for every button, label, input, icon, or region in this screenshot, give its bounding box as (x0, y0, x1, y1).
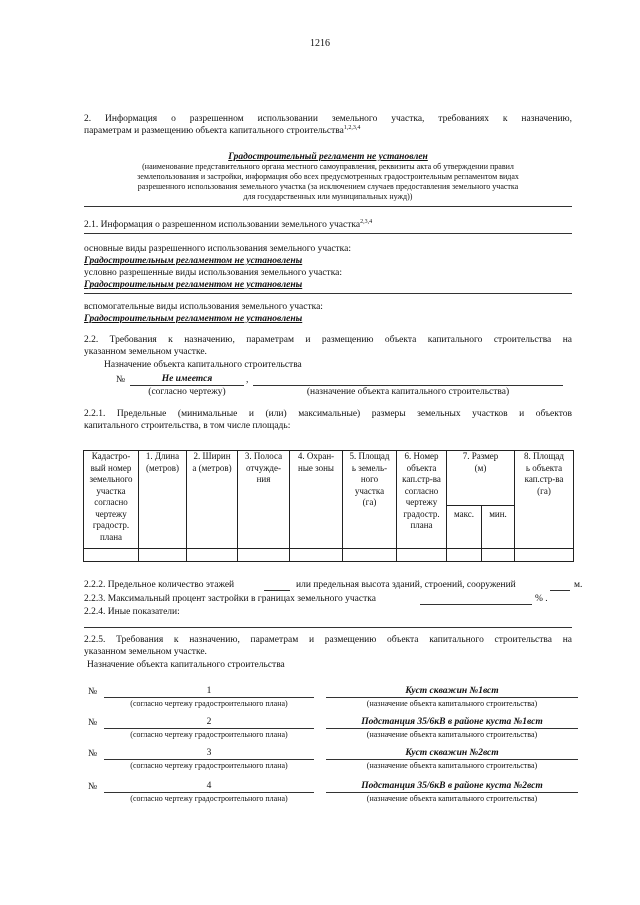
entry-number: 1 (206, 686, 212, 696)
section221-line2: капитального строительства, в том числе площадь: (84, 421, 291, 431)
table-header-protected-zones: 4. Охран- ные зоны (290, 451, 343, 549)
entry-caption-purpose: (назначение объекта капитального строительства) (366, 794, 538, 803)
fill-line (104, 792, 314, 793)
section2-line2: параметрам и размещению объекта капитального строительства$^{1,2,3,4}$ (84, 124, 361, 136)
fill-line (550, 590, 570, 591)
entry-purpose: Подстанция 35/6кВ в районе куста №2вст (361, 781, 543, 791)
table-header-max: макс. (447, 506, 482, 549)
table-header-size: 7. Размер (м) (447, 451, 515, 506)
entry-caption-drawing: (согласно чертежу градостроительного плана) (130, 761, 288, 770)
main-uses-label: основные виды разрешенного использования земельного участка: (84, 244, 352, 254)
main-uses-value: Градостроительным регламентом не установлены (84, 256, 303, 266)
section222-part1: 2.2.2. Предельное количество этажей (84, 580, 235, 590)
entry-caption-drawing: (согласно чертежу градостроительного плана) (130, 699, 288, 708)
regulation-title: Градостроительный регламент не установлен (228, 152, 428, 162)
auxiliary-uses-label: вспомогательные виды использования земельного участка: (84, 302, 323, 312)
fill-line (264, 590, 290, 591)
regulation-note-line: для государственных или муниципальных нужд)) (243, 192, 413, 201)
fill-line (104, 697, 314, 698)
footnote-marker: 1,2,3,4 (343, 124, 361, 131)
section223-unit: % . (535, 594, 548, 604)
entry-caption-drawing: (согласно чертежу градостроительного плана) (130, 794, 288, 803)
table-cell (447, 549, 482, 562)
comma: , (246, 375, 249, 385)
fill-line (420, 604, 532, 605)
section2-line1: 2. Информация о разрешенном использовании земельного участка, требованиях к назначению, (84, 114, 572, 124)
regulation-note-line: разрешенного использования земельного участка (за исключением случаев предоставления земельного участка (137, 182, 519, 191)
entry-number-sign: № (88, 782, 98, 792)
table-header-object-area: 8. Площад ь объекта кап.стр-ва (га) (515, 451, 574, 549)
divider (84, 627, 572, 628)
auxiliary-uses-value: Градостроительным регламентом не установлены (84, 314, 303, 324)
table-cell (187, 549, 238, 562)
section21-title: 2.1. Информация о разрешенном использовании земельного участка$^{2,3,4}$ (84, 218, 373, 230)
table-header-alienation-strip: 3. Полоса отчужде- ния (238, 451, 290, 549)
entry-number: 2 (206, 717, 212, 727)
entry-number: 4 (206, 781, 212, 791)
table-header-length: 1. Длина (метров) (139, 451, 187, 549)
table-header-land-area: 5. Площад ь земель- ного участка (га) (343, 451, 397, 549)
section22-line2: указанном земельном участке. (84, 347, 207, 357)
entry-purpose: Куст скважин №1вст (405, 686, 499, 696)
caption-drawing: (согласно чертежу) (148, 387, 226, 397)
fill-line (104, 759, 314, 760)
table-cell (139, 549, 187, 562)
entry-number-sign: № (88, 718, 98, 728)
section225-line3: Назначение объекта капитального строительства (87, 660, 285, 670)
divider (84, 206, 572, 207)
table-header-min: мин. (482, 506, 515, 549)
section225-line2: указанном земельном участке. (84, 647, 207, 657)
fill-line (326, 697, 578, 698)
section223-label: 2.2.3. Максимальный процент застройки в границах земельного участка (84, 594, 376, 604)
table-cell (482, 549, 515, 562)
regulation-note-line: (наименование представительного органа местного самоуправления, реквизиты акта об утверждении правил (142, 162, 514, 171)
entry-number-sign: № (88, 749, 98, 759)
fill-line (326, 728, 578, 729)
table-cell (343, 549, 397, 562)
table-cell (515, 549, 574, 562)
entry-purpose: Подстанция 35/6кВ в районе куста №1вст (361, 717, 543, 727)
regulation-note-line: землепользования и застройки, информация обо всех предусмотренных градостроительным регламентом видах (137, 172, 519, 181)
section222-unit: м. (574, 580, 583, 590)
divider (84, 293, 572, 294)
entry-purpose: Куст скважин №2вст (405, 748, 499, 758)
section222-part2: или предельная высота зданий, строений, сооружений (296, 580, 516, 590)
section221-line1: 2.2.1. Предельные (минимальные и (или) максимальные) размеры земельных участков и объектов (84, 409, 572, 419)
caption-purpose: (назначение объекта капитального строительства) (306, 387, 510, 397)
table-header-cadastral: Кадастро- вый номер земельного участка согласно чертежу градостр. плана (84, 451, 139, 549)
table-cell (238, 549, 290, 562)
parameters-table (83, 450, 574, 562)
number-sign: № (116, 375, 126, 385)
footnote-marker: 2,3,4 (360, 218, 373, 225)
entry-number-sign: № (88, 687, 98, 697)
section22-line1: 2.2. Требования к назначению, параметрам и размещению объекта капитального строительства на (84, 335, 572, 345)
fill-line (326, 759, 578, 760)
table-header-width: 2. Ширин а (метров) (187, 451, 238, 549)
fill-line (104, 728, 314, 729)
divider (84, 233, 572, 234)
table-cell (290, 549, 343, 562)
entry-caption-purpose: (назначение объекта капитального строительства) (366, 699, 538, 708)
entry-caption-purpose: (назначение объекта капитального строительства) (366, 761, 538, 770)
entry-caption-purpose: (назначение объекта капитального строительства) (366, 730, 538, 739)
table-header-object-number: 6. Номер объекта кап.стр-ва согласно чертежу градостр. плана (397, 451, 447, 549)
page-number: 1216 (310, 38, 330, 49)
section22-line3: Назначение объекта капитального строительства (104, 360, 302, 370)
conditional-uses-label: условно разрешенные виды использования земельного участка: (84, 268, 343, 278)
entry-caption-drawing: (согласно чертежу градостроительного плана) (130, 730, 288, 739)
table-cell (84, 549, 139, 562)
table-cell (397, 549, 447, 562)
conditional-uses-value: Градостроительным регламентом не установлены (84, 280, 303, 290)
section225-line1: 2.2.5. Требования к назначению, параметрам и размещению объекта капитального строительства на (84, 635, 572, 645)
section224-label: 2.2.4. Иные показатели: (84, 607, 180, 617)
entry-number: 3 (206, 748, 212, 758)
object-number-value: Не имеется (161, 374, 213, 384)
fill-line (326, 792, 578, 793)
